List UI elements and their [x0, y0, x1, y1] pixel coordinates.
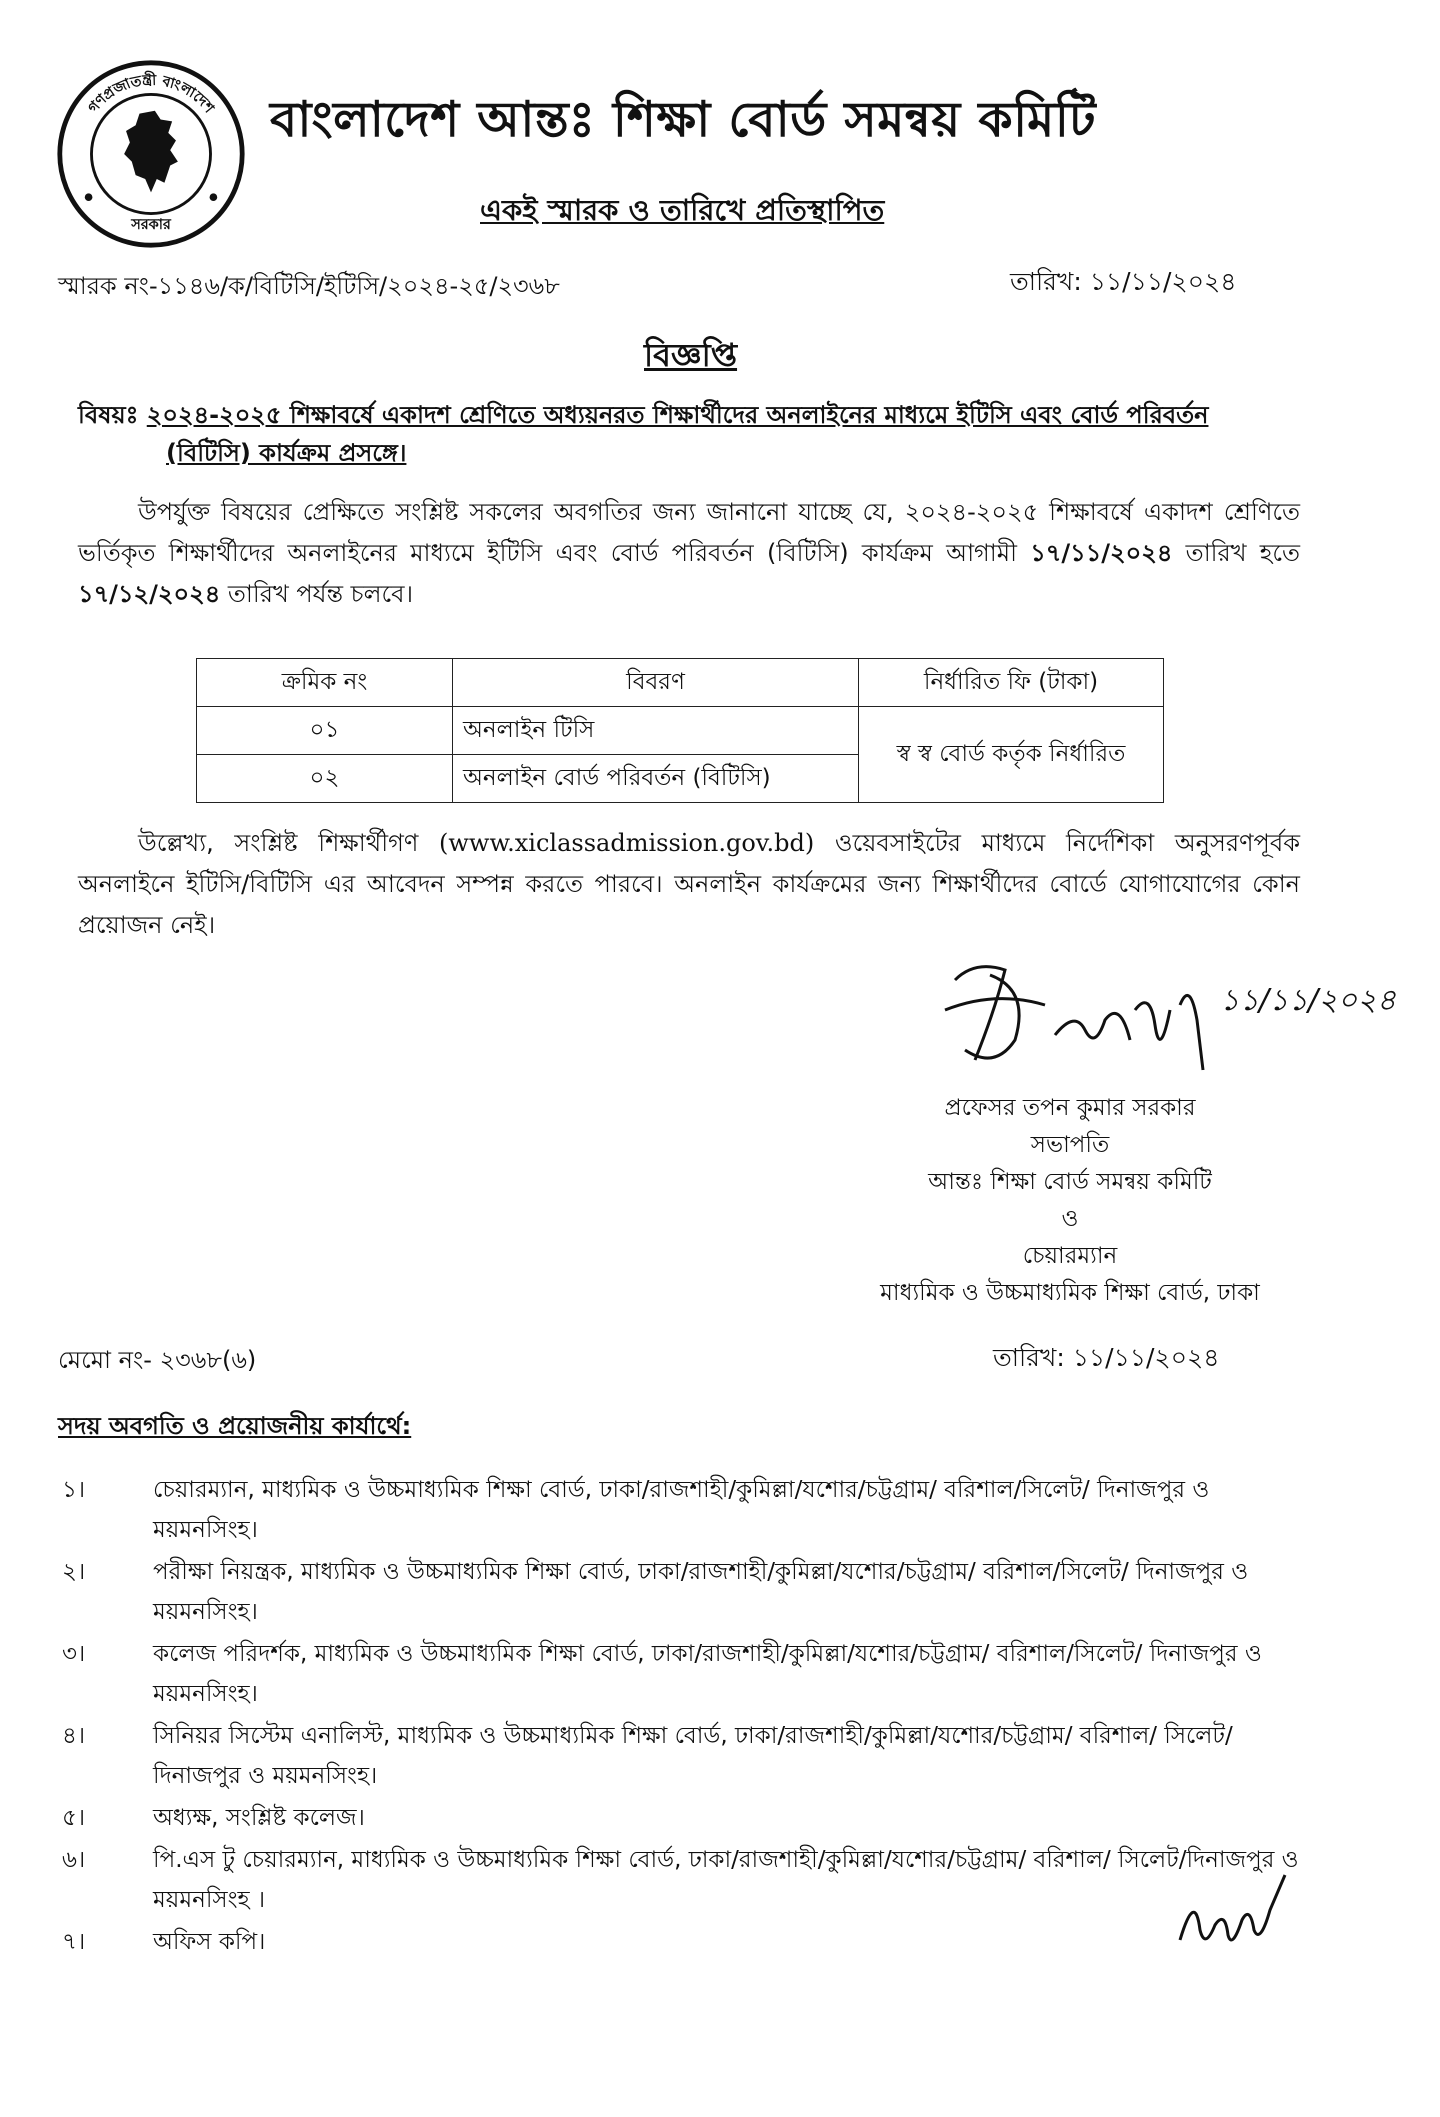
- table-cell-serial: ০২: [197, 755, 453, 803]
- list-item-number: ৭।: [62, 1929, 86, 1955]
- list-item-number: ১।: [62, 1477, 86, 1503]
- signatory-role: চেয়ারম্যান: [1022, 1243, 1118, 1269]
- handwritten-initials: [1170, 1870, 1290, 1960]
- list-item: [58, 1840, 1308, 1920]
- svg-text:সরকার: সরকার: [131, 216, 171, 233]
- signatory-committee: আন্তঃ শিক্ষা বোর্ড সমন্বয় কমিটি: [928, 1169, 1212, 1195]
- organization-title: বাংলাদেশ আন্তঃ শিক্ষা বোর্ড সমন্বয় কমিটি: [270, 91, 1097, 148]
- table-cell-description: অনলাইন বোর্ড পরিবর্তন (বিটিসি): [453, 755, 859, 803]
- list-item-number: ৫।: [62, 1805, 86, 1831]
- signature-date: ১১/১১/২০২৪: [1220, 983, 1397, 1018]
- list-item-text: চেয়ারম্যান, মাধ্যমিক ও উচ্চমাধ্যমিক শিক্ষা বোর্ড, ঢাকা/রাজশাহী/কুমিল্লা/যশোর/চট্টগ্রাম/ বরিশাল/সিলেট/ দিনাজপুর ও ময়মনসিংহ।: [153, 1477, 1210, 1543]
- list-item: [58, 1922, 1308, 1962]
- body-paragraph-2: [78, 823, 1300, 946]
- signatory-designation: সভাপতি: [1030, 1132, 1110, 1158]
- subject-label: বিষয়ঃ: [78, 401, 139, 429]
- list-item-text: কলেজ পরিদর্শক, মাধ্যমিক ও উচ্চমাধ্যমিক শিক্ষা বোর্ড, ঢাকা/রাজশাহী/কুমিল্লা/যশোর/চট্টগ্রাম/ বরিশাল/সিলেট/ দিনাজপুর ও ময়মনসিংহ।: [153, 1641, 1262, 1707]
- table-cell-fee-note: স্ব স্ব বোর্ড কর্তৃক নির্ধারিত: [859, 707, 1164, 803]
- list-item-text: সিনিয়র সিস্টেম এনালিস্ট, মাধ্যমিক ও উচ্চমাধ্যমিক শিক্ষা বোর্ড, ঢাকা/রাজশাহী/কুমিল্লা/যশোর/চট্টগ্রাম/ বরিশাল/ সিলেট/দিনাজপুর ও ময়মনসিংহ।: [153, 1723, 1233, 1789]
- svg-text:গণপ্রজাতন্ত্রী বাংলাদেশ: গণপ্রজাতন্ত্রী বাংলাদেশ: [85, 72, 217, 117]
- distribution-heading: সদয় অবগতি ও প্রয়োজনীয় কার্যার্থে:: [58, 1412, 412, 1440]
- subject-line-2: (বিটিসি) কার্যক্রম প্রসঙ্গে।: [166, 439, 407, 467]
- paragraph1-mid: তারিখ হতে: [1172, 539, 1300, 567]
- table-header-row: [197, 659, 1164, 707]
- website-url: (www.xiclassadmission.gov.bd): [439, 829, 815, 857]
- list-item-text: অধ্যক্ষ, সংশ্লিষ্ট কলেজ।: [153, 1805, 365, 1831]
- notice-title: বিজ্ঞপ্তি: [644, 336, 738, 374]
- start-date: ১৭/১১/২০২৪: [1030, 539, 1173, 567]
- subject-block: [78, 396, 1308, 472]
- signatory-and: ও: [1061, 1206, 1079, 1232]
- list-item-number: ৩।: [62, 1641, 86, 1667]
- table-row: [197, 707, 1164, 755]
- body-paragraph-1: [78, 492, 1300, 615]
- handwritten-signature: [935, 950, 1405, 1090]
- memo-date: তারিখ: ১১/১১/২০২৪: [993, 1343, 1220, 1372]
- paragraph2-after: ওয়েবসাইটের মাধ্যমে নির্দেশিকা অনুসরণপূর্বক অনলাইনে ইটিসি/বিটিসি এর আবেদন সম্পন্ন করতে পারবে। অনলাইন কার্যক্রমের জন্য শিক্ষার্থীদের বোর্ডে যোগাযোগের কোন প্রয়োজন নেই।: [78, 829, 1300, 939]
- reference-number: স্মারক নং-১১৪৬/ক/বিটিসি/ইটিসি/২০২৪-২৫/২৩৬৮: [58, 272, 560, 300]
- reference-date: তারিখ: ১১/১১/২০২৪: [1010, 267, 1237, 296]
- list-item: [58, 1634, 1308, 1714]
- replacement-subtitle: একই স্মারক ও তারিখে প্রতিস্থাপিত: [480, 193, 885, 227]
- table-header-fee: নির্ধারিত ফি (টাকা): [859, 659, 1164, 707]
- list-item: [58, 1716, 1308, 1796]
- end-date: ১৭/১২/২০২৪: [78, 580, 221, 608]
- list-item-text: পরীক্ষা নিয়ন্ত্রক, মাধ্যমিক ও উচ্চমাধ্যমিক শিক্ষা বোর্ড, ঢাকা/রাজশাহী/কুমিল্লা/যশোর/চট্টগ্রাম/ বরিশাল/সিলেট/ দিনাজপুর ও ময়মনসিংহ।: [153, 1559, 1249, 1625]
- signature-block: [760, 1090, 1380, 1312]
- list-item-number: ৪।: [62, 1723, 86, 1749]
- subject-line-1: ২০২৪-২০২৫ শিক্ষাবর্ষে একাদশ শ্রেণিতে অধ্যয়নরত শিক্ষার্থীদের অনলাইনের মাধ্যমে ইটিসি এবং বোর্ড পরিবর্তন: [146, 401, 1209, 429]
- fee-table: [196, 658, 1164, 803]
- table-header-serial: ক্রমিক নং: [197, 659, 453, 707]
- signatory-name: প্রফেসর তপন কুমার সরকার: [944, 1095, 1196, 1121]
- list-item: [58, 1552, 1308, 1632]
- list-item-text: পি.এস টু চেয়ারম্যান, মাধ্যমিক ও উচ্চমাধ্যমিক শিক্ষা বোর্ড, ঢাকা/রাজশাহী/কুমিল্লা/যশোর/চট্টগ্রাম/ বরিশাল/ সিলেট/দিনাজপুর ও ময়মনসিংহ ।: [153, 1847, 1299, 1913]
- paragraph1-end: তারিখ পর্যন্ত চলবে।: [220, 580, 414, 608]
- paragraph1-text: উপর্যুক্ত বিষয়ের প্রেক্ষিতে সংশ্লিষ্ট সকলের অবগতির জন্য জানানো যাচ্ছে যে, ২০২৪-২০২৫ শিক্ষাবর্ষে একাদশ শ্রেণিতে ভর্তিকৃত শিক্ষার্থীদের অনলাইনের মাধ্যমে ইটিসি এবং বোর্ড পরিবর্তন (বিটিসি) কার্যক্রম আগামী: [78, 498, 1300, 567]
- table-cell-description: অনলাইন টিসি: [453, 707, 859, 755]
- table-cell-serial: ০১: [197, 707, 453, 755]
- list-item-text: অফিস কপি।: [153, 1929, 266, 1955]
- list-item-number: ৬।: [62, 1847, 86, 1873]
- list-item: [58, 1470, 1308, 1550]
- distribution-list: [58, 1470, 1308, 1964]
- list-item-number: ২।: [62, 1559, 86, 1585]
- list-item: [58, 1798, 1308, 1838]
- signatory-board: মাধ্যমিক ও উচ্চমাধ্যমিক শিক্ষা বোর্ড, ঢাকা: [880, 1280, 1260, 1306]
- table-header-description: বিবরণ: [453, 659, 859, 707]
- paragraph2-before: উল্লেখ্য, সংশ্লিষ্ট শিক্ষার্থীগণ: [138, 829, 439, 857]
- memo-number: মেমো নং- ২৩৬৮(৬): [58, 1346, 257, 1374]
- government-seal-icon: [55, 58, 247, 250]
